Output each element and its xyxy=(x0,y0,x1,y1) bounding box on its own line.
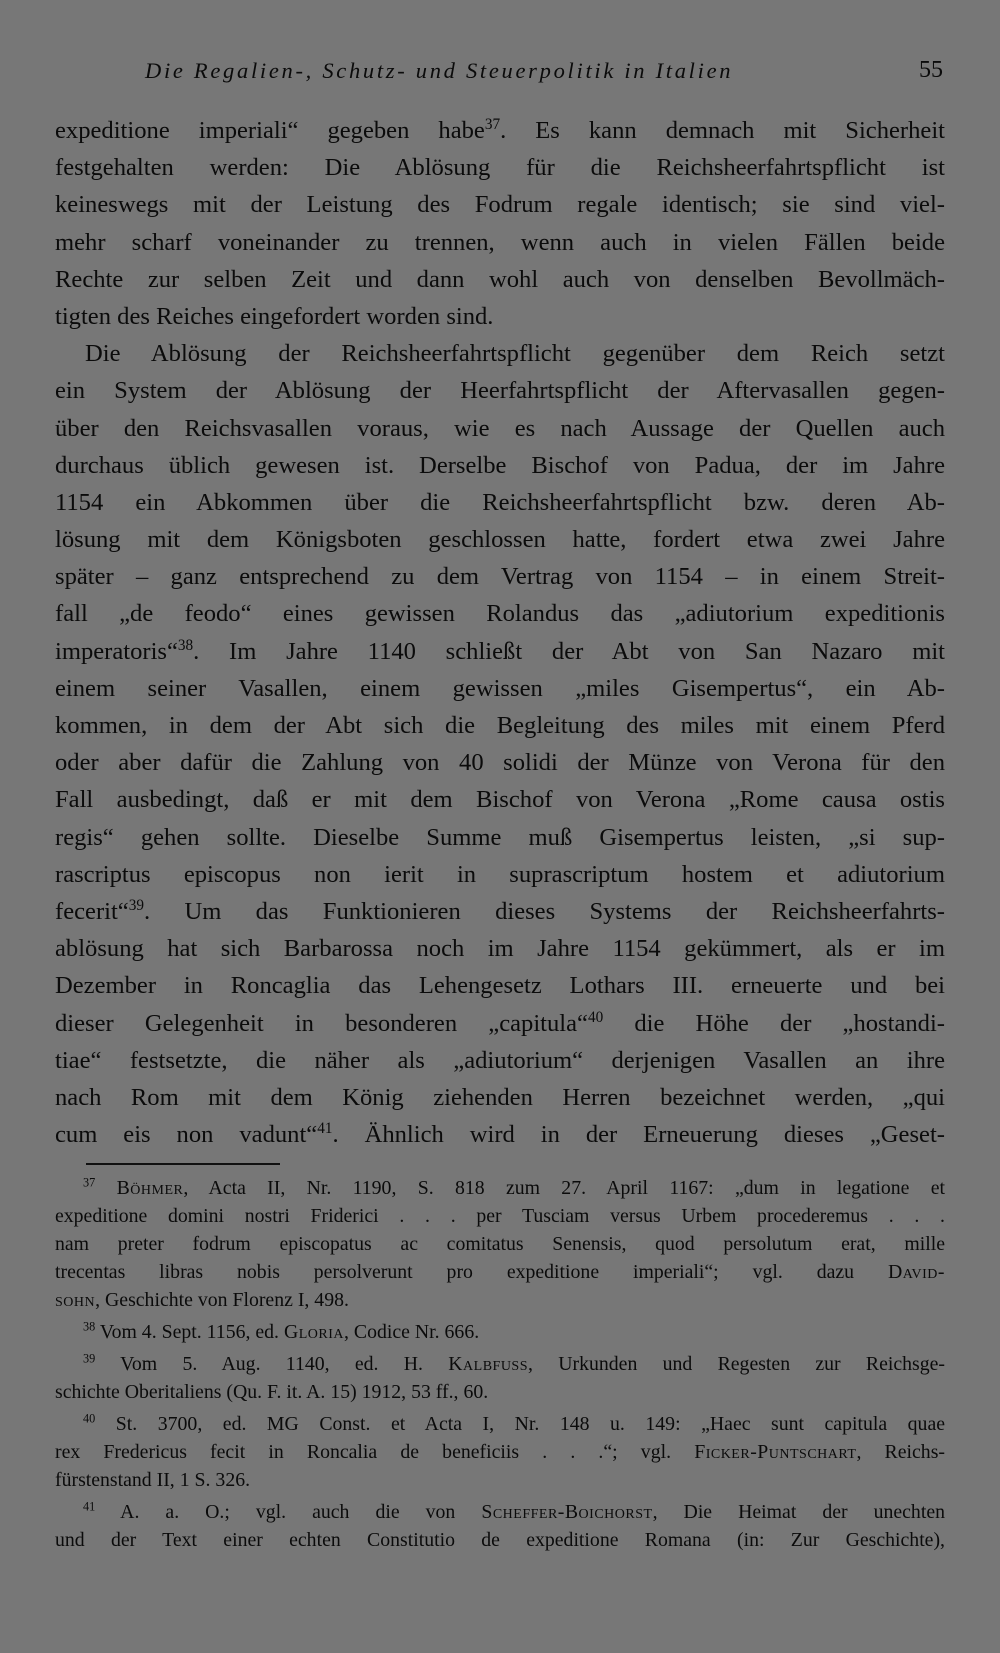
body-line xyxy=(55,1116,945,1153)
line-text: fall „de feodo“ eines gewissen Rolandus das „adiutorium expeditionis xyxy=(55,600,945,628)
body-line xyxy=(55,224,945,261)
line-text: fecerit“ xyxy=(55,897,129,925)
author-name: Kalbfuss xyxy=(448,1353,529,1375)
body-line xyxy=(55,707,945,744)
footnote-number: 41 xyxy=(83,1499,96,1514)
body-line xyxy=(55,856,945,893)
footnote-text: A. a. O.; vgl. auch die von xyxy=(95,1501,482,1523)
line-text: mehr scharf voneinander zu trennen, wenn auch in vielen Fällen beide xyxy=(55,228,945,256)
footnote-line xyxy=(55,1230,945,1258)
line-text: tiae“ festsetzte, die näher als „adiutorium“ derjenigen Vasallen an ihre xyxy=(55,1046,945,1074)
body-line xyxy=(55,595,945,632)
footnote-text: fürstenstand II, 1 S. 326. xyxy=(55,1469,251,1491)
line-text: regis“ gehen sollte. Dieselbe Summe muß Gisempertus leisten, „si sup- xyxy=(55,823,945,851)
footnote-text xyxy=(95,1177,116,1199)
body-line xyxy=(55,447,945,484)
footnote-text: schichte Oberitaliens (Qu. F. it. A. 15) 1912, 53 ff., 60. xyxy=(55,1381,489,1403)
line-text: Fall ausbedingt, daß er mit dem Bischof von Verona „Rome causa ostis xyxy=(55,786,945,814)
line-text: oder aber dafür die Zahlung von 40 solidi der Münze von Verona für den xyxy=(55,749,945,777)
line-text: . Um das Funktionieren dieses Systems der Reichsheerfahrts- xyxy=(143,897,945,925)
body-line xyxy=(55,521,945,558)
body-line xyxy=(55,149,945,186)
body-text xyxy=(55,112,945,1153)
line-text: ein System der Ablösung der Heerfahrtspflicht der Aftervasallen gegen- xyxy=(55,377,945,405)
author-name: Scheffer-Boichorst xyxy=(481,1501,653,1523)
line-text: Die Ablösung der Reichsheerfahrtspflicht gegenüber dem Reich setzt xyxy=(85,340,945,368)
body-line xyxy=(55,1005,945,1042)
line-text: nach Rom mit dem König ziehenden Herren bezeichnet werden, „qui xyxy=(55,1083,945,1111)
footnote-line xyxy=(55,1174,945,1202)
body-line xyxy=(55,261,945,298)
body-line xyxy=(55,967,945,1004)
footnote-text: nam preter fodrum episcopatus ac comitatus Senensis, quod persolutum erat, mille xyxy=(55,1233,945,1255)
footnote-text: , Codice Nr. 666. xyxy=(344,1321,480,1343)
body-line xyxy=(55,819,945,856)
footnote-text: expeditione domini nostri Friderici . . . per Tusciam versus Urbem procederemus . . . xyxy=(55,1205,945,1227)
footnote-text: St. 3700, ed. MG Const. et Acta I, Nr. 148 u. 149: „Haec sunt capitula quae xyxy=(95,1413,945,1435)
footnote-text: Vom 4. Sept. 1156, ed. xyxy=(95,1321,284,1343)
line-text: imperatoris“ xyxy=(55,637,178,665)
line-text: keineswegs mit der Leistung des Fodrum regale identisch; sie sind viel- xyxy=(55,191,945,219)
author-name: David- xyxy=(887,1261,945,1283)
line-text: die Höhe der „hostandi- xyxy=(603,1009,945,1037)
footnote-line xyxy=(55,1378,945,1406)
line-text: . Ähnlich wird in der Erneuerung dieses „Geset- xyxy=(332,1121,945,1149)
body-line xyxy=(55,410,945,447)
body-line xyxy=(55,930,945,967)
author-name: sohn xyxy=(55,1289,96,1311)
footnote-number: 38 xyxy=(83,1319,96,1334)
footnote-line xyxy=(55,1202,945,1230)
footnote-text: rex Fredericus fecit in Roncalia de beneficiis . . .“; vgl. xyxy=(55,1441,695,1463)
footnote-line xyxy=(55,1526,945,1554)
line-text: festgehalten werden: Die Ablösung für die Reichsheerfahrtspflicht ist xyxy=(55,154,945,182)
footnote-line xyxy=(55,1286,945,1314)
footnote-text: , Die Heimat der unechten xyxy=(652,1501,945,1523)
line-text: ablösung hat sich Barbarossa noch im Jahre 1154 gekümmert, als er im xyxy=(55,935,945,963)
body-line xyxy=(55,372,945,409)
line-text: später – ganz entsprechend zu dem Vertrag von 1154 – in einem Streit- xyxy=(55,563,945,591)
footnote-text: , Urkunden und Regesten zur Reichsge- xyxy=(528,1353,945,1375)
footnote-line xyxy=(55,1438,945,1466)
footnote-line xyxy=(55,1318,945,1346)
author-name: Ficker-Puntschart xyxy=(694,1441,857,1463)
page-number: 55 xyxy=(919,57,943,83)
body-line xyxy=(55,335,945,372)
body-line xyxy=(55,558,945,595)
line-text: 1154 ein Abkommen über die Reichsheerfahrtspflicht bzw. deren Ab- xyxy=(55,488,945,516)
body-line xyxy=(55,1042,945,1079)
body-line xyxy=(55,186,945,223)
footnote-line xyxy=(55,1410,945,1438)
footnote-marker: 38 xyxy=(177,636,194,654)
footnote-rule xyxy=(86,1163,280,1165)
body-line xyxy=(55,670,945,707)
body-line xyxy=(55,112,945,149)
body-line xyxy=(55,781,945,818)
body-line xyxy=(55,298,945,335)
footnote-text: , Acta II, Nr. 1190, S. 818 zum 27. April 1167: „dum in legatione et xyxy=(183,1177,945,1199)
body-line xyxy=(55,1079,945,1116)
body-line xyxy=(55,744,945,781)
body-line xyxy=(55,484,945,521)
author-name: Gloria xyxy=(283,1321,344,1343)
footnote-marker: 40 xyxy=(587,1008,604,1026)
line-text: durchaus üblich gewesen ist. Derselbe Bischof von Padua, der im Jahre xyxy=(55,451,945,479)
footnote-line xyxy=(55,1466,945,1494)
footnote-number: 39 xyxy=(83,1351,96,1366)
line-text: Rechte zur selben Zeit und dann wohl auch von denselben Bevollmäch- xyxy=(55,265,945,293)
footnote-marker: 37 xyxy=(484,115,501,133)
line-text: tigten des Reiches eingefordert worden sind. xyxy=(55,302,494,330)
footnote-line xyxy=(55,1258,945,1286)
footnote-number: 37 xyxy=(83,1175,96,1190)
footnotes xyxy=(55,1174,945,1554)
footnote-number: 40 xyxy=(83,1411,96,1426)
line-text: . Es kann demnach mit Sicherheit xyxy=(500,117,945,144)
line-text: expeditione imperiali“ gegeben habe xyxy=(55,117,485,144)
line-text: rascriptus episcopus non ierit in suprascriptum hostem et adiutorium xyxy=(55,860,945,888)
body-line xyxy=(55,893,945,930)
footnote-marker: 41 xyxy=(317,1119,333,1137)
footnote-text: Vom 5. Aug. 1140, ed. H. xyxy=(95,1353,449,1375)
footnote-text: und der Text einer echten Constitutio de expeditione Romana (in: Zur Geschichte), xyxy=(55,1529,945,1551)
line-text: einem seiner Vasallen, einem gewissen „miles Gisempertus“, ein Ab- xyxy=(55,674,945,702)
footnote-marker: 39 xyxy=(128,896,144,914)
line-text: kommen, in dem der Abt sich die Begleitung des miles mit einem Pferd xyxy=(55,712,945,739)
running-head: Die Regalien-, Schutz- und Steuerpolitik in Italien xyxy=(145,58,734,83)
footnote-line xyxy=(55,1350,945,1378)
line-text: lösung mit dem Königsboten geschlossen hatte, fordert etwa zwei Jahre xyxy=(55,526,945,554)
line-text: Dezember in Roncaglia das Lehengesetz Lothars III. erneuerte und bei xyxy=(55,972,945,1000)
footnote-text: , Geschichte von Florenz I, 498. xyxy=(95,1289,349,1311)
line-text: über den Reichsvasallen voraus, wie es nach Aussage der Quellen auch xyxy=(55,414,945,442)
line-text: dieser Gelegenheit in besonderen „capitula“ xyxy=(55,1009,588,1037)
author-name: Böhmer xyxy=(116,1177,184,1199)
line-text: cum eis non vadunt“ xyxy=(55,1121,318,1149)
footnote-text: , Reichs- xyxy=(856,1441,945,1463)
body-line xyxy=(55,633,945,670)
line-text: . Im Jahre 1140 schließt der Abt von San Nazaro mit xyxy=(193,637,945,665)
footnote-line xyxy=(55,1498,945,1526)
footnote-text: trecentas libras nobis persolverunt pro expeditione imperiali“; vgl. dazu xyxy=(55,1261,888,1283)
